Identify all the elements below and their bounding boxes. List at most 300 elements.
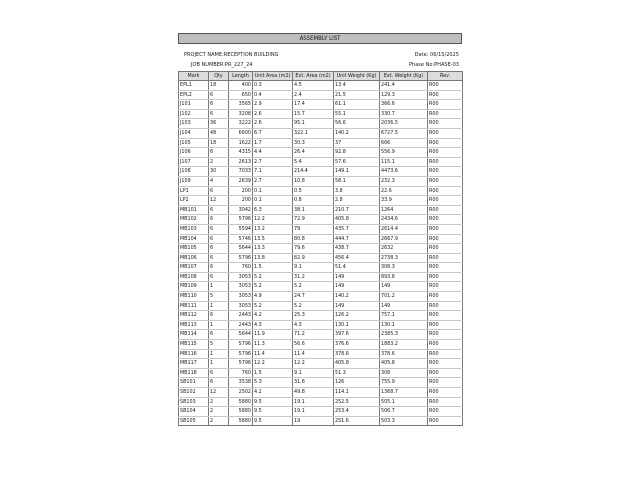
mark-cell: LP2 (179, 196, 209, 206)
unit-weight-cell: 2.8 (334, 196, 380, 206)
project-name: PROJECT NAME:RECEPTION BUILDING (184, 52, 279, 58)
ext-area-cell: 25.3 (293, 311, 334, 321)
ext-area-cell: 2.4 (293, 90, 334, 100)
rev-cell: R00 (428, 167, 463, 177)
length-cell: 5880 (229, 416, 253, 426)
table-row (179, 349, 463, 359)
mark-cell: SB104 (179, 407, 209, 417)
table-row (179, 416, 463, 426)
ext-area-cell: 17.4 (293, 100, 334, 110)
ext-area-cell: 82.9 (293, 253, 334, 263)
qty-cell: 1 (209, 349, 229, 359)
ext-weight-cell: 149 (380, 301, 428, 311)
qty-cell: 6 (209, 148, 229, 158)
mark-cell: MB109 (179, 282, 209, 292)
mark-cell: MB102 (179, 215, 209, 225)
unit-weight-cell: 405.8 (334, 359, 380, 369)
rev-cell: R00 (428, 100, 463, 110)
table-row (179, 205, 463, 215)
unit-area-cell: 0.4 (253, 90, 293, 100)
unit-area-cell: 4.4 (253, 148, 293, 158)
unit-weight-cell: 397.6 (334, 330, 380, 340)
table-row (179, 359, 463, 369)
unit-area-cell: 11.3 (253, 340, 293, 350)
ext-area-cell: 0.8 (293, 196, 334, 206)
ext-weight-cell: 757.1 (380, 311, 428, 321)
ext-weight-cell: 6727.5 (380, 128, 428, 138)
ext-weight-cell: 2036.5 (380, 119, 428, 129)
table-row (179, 263, 463, 273)
ext-area-cell: 31.2 (293, 272, 334, 282)
length-cell: 650 (229, 90, 253, 100)
mark-cell: MB104 (179, 234, 209, 244)
ext-weight-cell: 232.3 (380, 176, 428, 186)
table-row (179, 128, 463, 138)
rev-cell: R00 (428, 330, 463, 340)
ext-area-cell: 72.9 (293, 215, 334, 225)
mark-cell: MB112 (179, 311, 209, 321)
ext-weight-cell: 115.1 (380, 157, 428, 167)
unit-weight-cell: 126.2 (334, 311, 380, 321)
qty-cell: 12 (209, 196, 229, 206)
unit-weight-cell: 130.1 (334, 320, 380, 330)
table-row (179, 330, 463, 340)
qty-cell: 2 (209, 407, 229, 417)
table-header-row (179, 72, 463, 81)
unit-weight-cell: 444.7 (334, 234, 380, 244)
qty-cell: 6 (209, 100, 229, 110)
ext-weight-cell: 556.9 (380, 148, 428, 158)
unit-weight-cell: 438.7 (334, 244, 380, 254)
length-cell: 3053 (229, 292, 253, 302)
length-cell: 5594 (229, 224, 253, 234)
unit-weight-cell: 57.6 (334, 157, 380, 167)
unit-weight-cell: 435.7 (334, 224, 380, 234)
length-cell: 2502 (229, 388, 253, 398)
unit-area-cell: 5.3 (253, 378, 293, 388)
ext-weight-cell: 22.6 (380, 186, 428, 196)
ext-area-cell: 322.1 (293, 128, 334, 138)
ext-weight-cell: 130.1 (380, 320, 428, 330)
unit-area-cell: 11.4 (253, 349, 293, 359)
qty-cell: 4 (209, 176, 229, 186)
unit-area-cell: 2.6 (253, 109, 293, 119)
qty-cell: 30 (209, 167, 229, 177)
mark-cell: MB103 (179, 224, 209, 234)
table-row (179, 292, 463, 302)
rev-cell: R00 (428, 90, 463, 100)
ext-area-cell: 79.6 (293, 244, 334, 254)
mark-cell: J103 (179, 119, 209, 129)
table-row (179, 157, 463, 167)
ext-area-cell: 12.2 (293, 359, 334, 369)
ext-area-cell: 38.1 (293, 205, 334, 215)
unit-weight-cell: 149 (334, 301, 380, 311)
unit-area-cell: 4.3 (253, 320, 293, 330)
qty-cell: 6 (209, 330, 229, 340)
qty-cell: 2 (209, 157, 229, 167)
unit-weight-cell: 51.4 (334, 263, 380, 273)
table-row (179, 368, 463, 378)
mark-cell: EPL2 (179, 90, 209, 100)
qty-cell: 5 (209, 292, 229, 302)
unit-area-cell: 13.2 (253, 224, 293, 234)
ext-area-cell: 214.4 (293, 167, 334, 177)
mark-cell: MB117 (179, 359, 209, 369)
table-row (179, 176, 463, 186)
mark-cell: MB105 (179, 244, 209, 254)
table-row (179, 320, 463, 330)
ext-weight-cell: 1883.2 (380, 340, 428, 350)
ext-area-cell: 79 (293, 224, 334, 234)
ext-weight-cell: 1368.7 (380, 388, 428, 398)
column-header: Ext. Weight (Kg) (380, 72, 428, 81)
unit-area-cell: 4.2 (253, 388, 293, 398)
unit-area-cell: 5.2 (253, 301, 293, 311)
unit-weight-cell: 51.3 (334, 368, 380, 378)
length-cell: 5796 (229, 215, 253, 225)
length-cell: 5880 (229, 397, 253, 407)
ext-area-cell: 30.3 (293, 138, 334, 148)
mark-cell: J109 (179, 176, 209, 186)
ext-area-cell: 10.8 (293, 176, 334, 186)
table-row (179, 301, 463, 311)
table-row (179, 90, 463, 100)
unit-area-cell: 13.5 (253, 234, 293, 244)
length-cell: 5644 (229, 330, 253, 340)
unit-area-cell: 1.5 (253, 263, 293, 273)
table-row (179, 340, 463, 350)
mark-cell: J104 (179, 128, 209, 138)
rev-cell: R00 (428, 244, 463, 254)
unit-weight-cell: 210.7 (334, 205, 380, 215)
rev-cell: R00 (428, 157, 463, 167)
mark-cell: SB103 (179, 397, 209, 407)
rev-cell: R00 (428, 292, 463, 302)
unit-area-cell: 6.3 (253, 205, 293, 215)
length-cell: 3053 (229, 272, 253, 282)
table-row (179, 272, 463, 282)
mark-cell: EPL1 (179, 81, 209, 91)
length-cell: 3053 (229, 282, 253, 292)
ext-weight-cell: 241.4 (380, 81, 428, 91)
document-date: Date: 06/15/2025 (414, 52, 459, 58)
ext-weight-cell: 503.3 (380, 416, 428, 426)
unit-area-cell: 5.2 (253, 282, 293, 292)
mark-cell: MB111 (179, 301, 209, 311)
qty-cell: 18 (209, 138, 229, 148)
ext-area-cell: 26.4 (293, 148, 334, 158)
qty-cell: 6 (209, 311, 229, 321)
mark-cell: MB118 (179, 368, 209, 378)
table-row (179, 119, 463, 129)
mark-cell: MB108 (179, 272, 209, 282)
table-row (179, 407, 463, 417)
unit-area-cell: 4.2 (253, 311, 293, 321)
ext-area-cell: 4.3 (293, 320, 334, 330)
ext-area-cell: 9.1 (293, 368, 334, 378)
qty-cell: 1 (209, 301, 229, 311)
table-row (179, 224, 463, 234)
rev-cell: R00 (428, 81, 463, 91)
table-row (179, 253, 463, 263)
unit-weight-cell: 149 (334, 282, 380, 292)
rev-cell: R00 (428, 407, 463, 417)
length-cell: 5746 (229, 234, 253, 244)
rev-cell: R00 (428, 320, 463, 330)
unit-area-cell: 9.5 (253, 416, 293, 426)
ext-area-cell: 5.4 (293, 157, 334, 167)
rev-cell: R00 (428, 119, 463, 129)
length-cell: 3053 (229, 301, 253, 311)
rev-cell: R00 (428, 196, 463, 206)
unit-weight-cell: 149 (334, 272, 380, 282)
length-cell: 5644 (229, 244, 253, 254)
length-cell: 2443 (229, 320, 253, 330)
unit-area-cell: 0.3 (253, 81, 293, 91)
rev-cell: R00 (428, 109, 463, 119)
table-row (179, 138, 463, 148)
qty-cell: 1 (209, 282, 229, 292)
rev-cell: R00 (428, 148, 463, 158)
ext-area-cell: 49.8 (293, 388, 334, 398)
mark-cell: SB102 (179, 388, 209, 398)
length-cell: 3538 (229, 378, 253, 388)
length-cell: 3208 (229, 109, 253, 119)
rev-cell: R00 (428, 397, 463, 407)
unit-weight-cell: 21.5 (334, 90, 380, 100)
ext-area-cell: 5.2 (293, 301, 334, 311)
rev-cell: R00 (428, 224, 463, 234)
job-number: JOB NUMBER:PR_227_24 (191, 62, 253, 68)
unit-area-cell: 1.5 (253, 368, 293, 378)
ext-area-cell: 4.5 (293, 81, 334, 91)
length-cell: 3565 (229, 100, 253, 110)
ext-weight-cell: 893.8 (380, 272, 428, 282)
length-cell: 5796 (229, 359, 253, 369)
ext-area-cell: 11.4 (293, 349, 334, 359)
mark-cell: J101 (179, 100, 209, 110)
ext-weight-cell: 2667.9 (380, 234, 428, 244)
unit-area-cell: 1.7 (253, 138, 293, 148)
mark-cell: J107 (179, 157, 209, 167)
unit-weight-cell: 376.6 (334, 340, 380, 350)
ext-area-cell: 5.2 (293, 282, 334, 292)
rev-cell: R00 (428, 359, 463, 369)
unit-area-cell: 11.9 (253, 330, 293, 340)
ext-weight-cell: 308.3 (380, 263, 428, 273)
rev-cell: R00 (428, 368, 463, 378)
length-cell: 760 (229, 368, 253, 378)
rev-cell: R00 (428, 282, 463, 292)
qty-cell: 6 (209, 234, 229, 244)
ext-weight-cell: 33.9 (380, 196, 428, 206)
ext-weight-cell: 2632 (380, 244, 428, 254)
ext-weight-cell: 666 (380, 138, 428, 148)
rev-cell: R00 (428, 176, 463, 186)
ext-weight-cell: 308 (380, 368, 428, 378)
rev-cell: R00 (428, 205, 463, 215)
qty-cell: 6 (209, 224, 229, 234)
ext-weight-cell: 129.3 (380, 90, 428, 100)
length-cell: 200 (229, 186, 253, 196)
unit-area-cell: 2.6 (253, 119, 293, 129)
qty-cell: 2 (209, 397, 229, 407)
ext-weight-cell: 2385.3 (380, 330, 428, 340)
table-row (179, 282, 463, 292)
qty-cell: 6 (209, 272, 229, 282)
unit-area-cell: 9.5 (253, 397, 293, 407)
column-header: Length (229, 72, 253, 81)
mark-cell: MB101 (179, 205, 209, 215)
length-cell: 5880 (229, 407, 253, 417)
unit-area-cell: 2.9 (253, 100, 293, 110)
ext-area-cell: 56.6 (293, 340, 334, 350)
qty-cell: 6 (209, 205, 229, 215)
unit-area-cell: 2.7 (253, 176, 293, 186)
unit-area-cell: 12.2 (253, 215, 293, 225)
rev-cell: R00 (428, 215, 463, 225)
qty-cell: 1 (209, 320, 229, 330)
unit-weight-cell: 58.1 (334, 176, 380, 186)
table-row (179, 388, 463, 398)
unit-weight-cell: 140.2 (334, 292, 380, 302)
unit-area-cell: 13.3 (253, 244, 293, 254)
unit-area-cell: 12.2 (253, 359, 293, 369)
qty-cell: 1 (209, 359, 229, 369)
ext-area-cell: 31.8 (293, 378, 334, 388)
length-cell: 7033 (229, 167, 253, 177)
rev-cell: R00 (428, 138, 463, 148)
unit-weight-cell: 56.6 (334, 119, 380, 129)
unit-weight-cell: 252.5 (334, 397, 380, 407)
unit-area-cell: 13.8 (253, 253, 293, 263)
qty-cell: 6 (209, 244, 229, 254)
ext-area-cell: 9.1 (293, 263, 334, 273)
unit-weight-cell: 114.1 (334, 388, 380, 398)
mark-cell: J102 (179, 109, 209, 119)
rev-cell: R00 (428, 301, 463, 311)
column-header: Unit Area (m2) (253, 72, 293, 81)
rev-cell: R00 (428, 186, 463, 196)
unit-area-cell: 5.2 (253, 272, 293, 282)
unit-weight-cell: 61.1 (334, 100, 380, 110)
assembly-table (178, 71, 463, 426)
length-cell: 1622 (229, 138, 253, 148)
unit-weight-cell: 378.6 (334, 349, 380, 359)
unit-weight-cell: 149.1 (334, 167, 380, 177)
rev-cell: R00 (428, 388, 463, 398)
column-header: Ext. Area (m2) (293, 72, 334, 81)
ext-area-cell: 24.7 (293, 292, 334, 302)
ext-weight-cell: 330.7 (380, 109, 428, 119)
mark-cell: MB106 (179, 253, 209, 263)
unit-weight-cell: 456.4 (334, 253, 380, 263)
table-row (179, 109, 463, 119)
table-row (179, 397, 463, 407)
table-row (179, 81, 463, 91)
table-row (179, 186, 463, 196)
rev-cell: R00 (428, 311, 463, 321)
table-row (179, 244, 463, 254)
table-row (179, 215, 463, 225)
document-header (178, 44, 462, 71)
unit-area-cell: 9.5 (253, 407, 293, 417)
qty-cell: 6 (209, 109, 229, 119)
unit-weight-cell: 55.1 (334, 109, 380, 119)
table-row (179, 167, 463, 177)
ext-weight-cell: 506.7 (380, 407, 428, 417)
rev-cell: R00 (428, 378, 463, 388)
ext-weight-cell: 149 (380, 282, 428, 292)
length-cell: 5796 (229, 349, 253, 359)
mark-cell: J108 (179, 167, 209, 177)
ext-area-cell: 71.2 (293, 330, 334, 340)
length-cell: 3222 (229, 119, 253, 129)
table-row (179, 378, 463, 388)
length-cell: 2639 (229, 176, 253, 186)
mark-cell: LP1 (179, 186, 209, 196)
qty-cell: 5 (209, 340, 229, 350)
qty-cell: 6 (209, 368, 229, 378)
unit-weight-cell: 405.8 (334, 215, 380, 225)
unit-weight-cell: 13.4 (334, 81, 380, 91)
length-cell: 5796 (229, 340, 253, 350)
ext-weight-cell: 378.6 (380, 349, 428, 359)
unit-area-cell: 0.1 (253, 196, 293, 206)
mark-cell: MB116 (179, 349, 209, 359)
rev-cell: R00 (428, 253, 463, 263)
qty-cell: 12 (209, 388, 229, 398)
length-cell: 6600 (229, 128, 253, 138)
mark-cell: SB105 (179, 416, 209, 426)
rev-cell: R00 (428, 263, 463, 273)
unit-weight-cell: 126 (334, 378, 380, 388)
ext-area-cell: 19.1 (293, 407, 334, 417)
table-row (179, 148, 463, 158)
column-header: Mark (179, 72, 209, 81)
ext-area-cell: 19 (293, 416, 334, 426)
column-header: Rev. (428, 72, 463, 81)
rev-cell: R00 (428, 234, 463, 244)
unit-area-cell: 6.7 (253, 128, 293, 138)
ext-area-cell: 0.5 (293, 186, 334, 196)
mark-cell: MB115 (179, 340, 209, 350)
ext-weight-cell: 1264 (380, 205, 428, 215)
unit-area-cell: 2.7 (253, 157, 293, 167)
ext-area-cell: 80.8 (293, 234, 334, 244)
unit-weight-cell: 3.8 (334, 186, 380, 196)
table-row (179, 196, 463, 206)
table-row (179, 100, 463, 110)
ext-area-cell: 19.1 (293, 397, 334, 407)
length-cell: 5796 (229, 253, 253, 263)
unit-area-cell: 7.1 (253, 167, 293, 177)
qty-cell: 6 (209, 186, 229, 196)
table-row (179, 311, 463, 321)
ext-weight-cell: 505.1 (380, 397, 428, 407)
qty-cell: 18 (209, 81, 229, 91)
qty-cell: 2 (209, 416, 229, 426)
ext-weight-cell: 701.2 (380, 292, 428, 302)
ext-area-cell: 15.7 (293, 109, 334, 119)
unit-weight-cell: 253.4 (334, 407, 380, 417)
column-header: Qty (209, 72, 229, 81)
unit-weight-cell: 140.2 (334, 128, 380, 138)
qty-cell: 36 (209, 119, 229, 129)
unit-area-cell: 4.9 (253, 292, 293, 302)
rev-cell: R00 (428, 416, 463, 426)
